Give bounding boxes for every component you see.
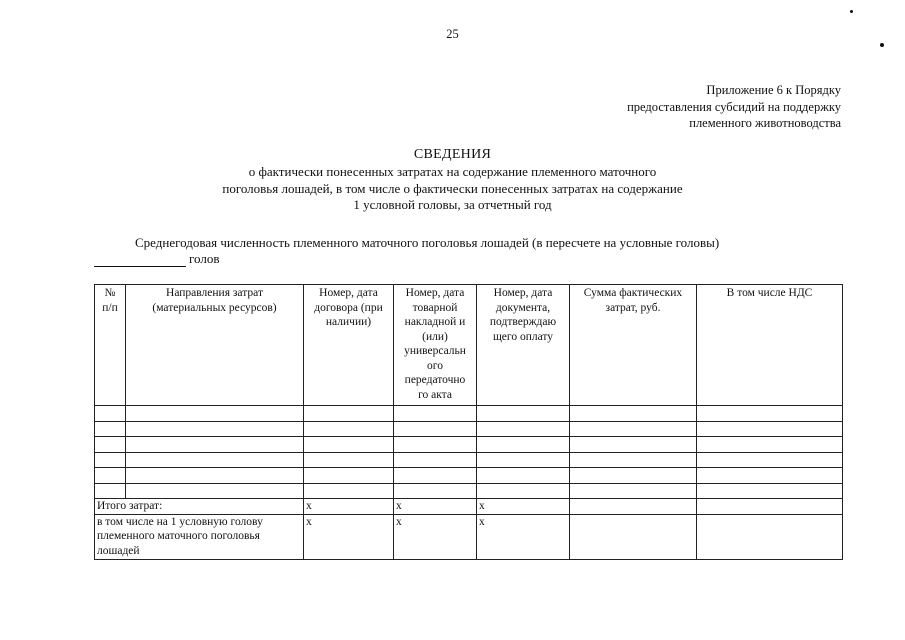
table-cell[interactable] bbox=[697, 421, 843, 437]
document-subtitle-line: поголовья лошадей, в том числе о фактически понесенных затратах на содержание bbox=[222, 180, 683, 196]
table-row bbox=[95, 483, 843, 499]
table-cell[interactable] bbox=[697, 483, 843, 499]
table-cell[interactable] bbox=[394, 421, 477, 437]
scan-speck bbox=[880, 43, 884, 47]
total-costs-sum-cell[interactable] bbox=[570, 499, 697, 515]
table-cell[interactable] bbox=[697, 468, 843, 484]
table-cell[interactable] bbox=[394, 406, 477, 422]
table-cell[interactable] bbox=[394, 468, 477, 484]
table-cell[interactable] bbox=[95, 468, 126, 484]
table-row bbox=[95, 468, 843, 484]
herd-size-field bbox=[94, 251, 219, 267]
document-subtitle-line: о фактически понесенных затратах на содержание племенного маточного bbox=[248, 164, 657, 179]
appendix-line: племенного животноводства bbox=[689, 116, 841, 130]
table-cell[interactable] bbox=[477, 406, 570, 422]
table-cell[interactable] bbox=[126, 483, 304, 499]
herd-size-statement: Среднегодовая численность племенного маточного поголовья лошадей (в пересчете на условные головы) bbox=[135, 235, 720, 250]
table-cell[interactable] bbox=[95, 421, 126, 437]
table-cell[interactable] bbox=[304, 468, 394, 484]
column-header-payment-document: Номер, дата документа, подтверждаю щего оплату bbox=[477, 285, 570, 406]
table-cell[interactable] bbox=[477, 483, 570, 499]
table-cell[interactable] bbox=[570, 406, 697, 422]
table-cell[interactable] bbox=[126, 452, 304, 468]
table-row bbox=[95, 421, 843, 437]
table-cell[interactable] bbox=[126, 437, 304, 453]
per-head-costs-vat-cell[interactable] bbox=[697, 514, 843, 559]
table-cell[interactable] bbox=[477, 468, 570, 484]
herd-size-unit: голов bbox=[189, 251, 220, 266]
total-costs-row bbox=[95, 499, 843, 515]
column-header-actual-costs: Сумма фактических затрат, руб. bbox=[570, 285, 697, 406]
table-cell[interactable] bbox=[304, 483, 394, 499]
document-heading bbox=[0, 146, 905, 214]
table-cell[interactable] bbox=[570, 468, 697, 484]
table-cell[interactable] bbox=[95, 452, 126, 468]
table-cell[interactable] bbox=[95, 483, 126, 499]
column-header-vat: В том числе НДС bbox=[697, 285, 843, 406]
not-applicable-mark: х bbox=[304, 514, 394, 559]
table-cell[interactable] bbox=[126, 468, 304, 484]
table-cell[interactable] bbox=[394, 452, 477, 468]
column-header-cost-directions: Направления затрат (материальных ресурсов) bbox=[126, 285, 304, 406]
table-cell[interactable] bbox=[126, 406, 304, 422]
table-cell[interactable] bbox=[95, 437, 126, 453]
per-head-costs-sum-cell[interactable] bbox=[570, 514, 697, 559]
table-cell[interactable] bbox=[570, 452, 697, 468]
document-subtitle-line: 1 условной головы, за отчетный год bbox=[353, 197, 552, 212]
scan-speck bbox=[850, 10, 853, 13]
table-cell[interactable] bbox=[477, 437, 570, 453]
table-row bbox=[95, 437, 843, 453]
table-cell[interactable] bbox=[304, 421, 394, 437]
not-applicable-mark: х bbox=[304, 499, 394, 515]
table-header-row bbox=[95, 285, 843, 406]
table-cell[interactable] bbox=[304, 406, 394, 422]
table-cell[interactable] bbox=[697, 406, 843, 422]
table-cell[interactable] bbox=[95, 406, 126, 422]
table-cell[interactable] bbox=[304, 452, 394, 468]
table-cell[interactable] bbox=[126, 421, 304, 437]
table-cell[interactable] bbox=[697, 437, 843, 453]
per-head-costs-label: в том числе на 1 условную голову племенного маточного поголовья лошадей bbox=[95, 514, 304, 559]
not-applicable-mark: х bbox=[394, 499, 477, 515]
table-row bbox=[95, 452, 843, 468]
table-cell[interactable] bbox=[570, 437, 697, 453]
table-cell[interactable] bbox=[394, 483, 477, 499]
table-cell[interactable] bbox=[697, 452, 843, 468]
column-header-contract: Номер, дата договора (при наличии) bbox=[304, 285, 394, 406]
total-costs-label: Итого затрат: bbox=[95, 499, 304, 515]
page-number: 25 bbox=[446, 27, 459, 41]
table-cell[interactable] bbox=[477, 452, 570, 468]
table-row bbox=[95, 406, 843, 422]
column-header-number: № п/п bbox=[95, 285, 126, 406]
not-applicable-mark: х bbox=[394, 514, 477, 559]
table-cell[interactable] bbox=[570, 483, 697, 499]
not-applicable-mark: х bbox=[477, 514, 570, 559]
appendix-line: предоставления субсидий на поддержку bbox=[627, 99, 841, 114]
table-cell[interactable] bbox=[304, 437, 394, 453]
table-cell[interactable] bbox=[394, 437, 477, 453]
costs-table bbox=[94, 284, 843, 560]
herd-size-blank[interactable] bbox=[94, 253, 186, 267]
table-cell[interactable] bbox=[477, 421, 570, 437]
appendix-reference bbox=[627, 82, 841, 132]
appendix-line: Приложение 6 к Порядку bbox=[706, 83, 841, 97]
document-title: СВЕДЕНИЯ bbox=[413, 147, 492, 162]
total-costs-vat-cell[interactable] bbox=[697, 499, 843, 515]
column-header-invoice: Номер, дата товарной накладной и (или) универсальн ого передаточно го акта bbox=[394, 285, 477, 406]
table-cell[interactable] bbox=[570, 421, 697, 437]
not-applicable-mark: х bbox=[477, 499, 570, 515]
per-head-costs-row bbox=[95, 514, 843, 559]
